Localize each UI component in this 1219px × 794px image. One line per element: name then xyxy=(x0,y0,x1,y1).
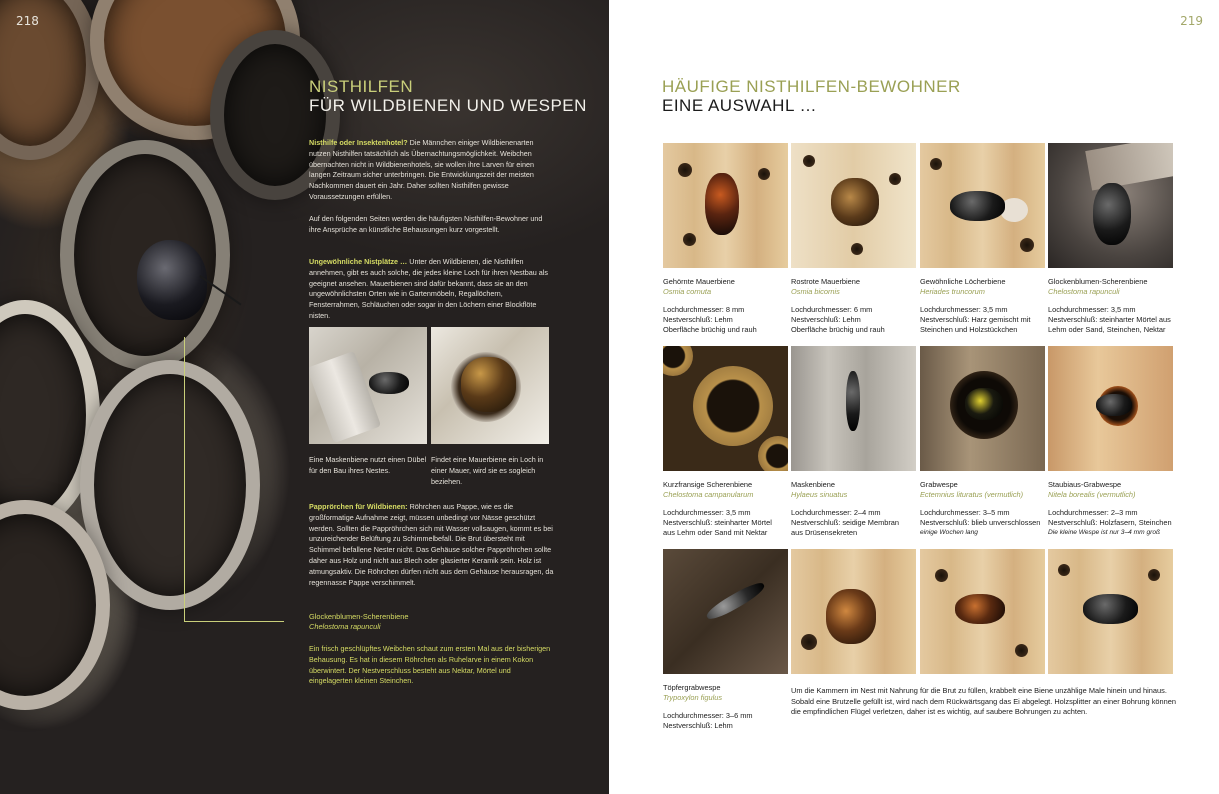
cover-species-sci: Chelostoma rapunculi xyxy=(309,622,381,631)
tube-5 xyxy=(80,360,260,610)
spec-detail: Oberfläche brüchig und rauh xyxy=(663,325,757,334)
photo-dowel-bee xyxy=(309,327,427,444)
spec-diameter: Lochdurchmesser: 3,5 mm xyxy=(663,508,751,517)
cover-species-name: Glockenblumen-Scherenbiene xyxy=(309,612,409,621)
spec-note: einige Wochen lang xyxy=(920,529,978,536)
species-specs xyxy=(1048,508,1173,538)
spec-closure: Nestverschluß: steinharter Mörtel xyxy=(663,518,772,527)
photo-wall-bee xyxy=(431,327,549,444)
spec-closure: Nestverschluß: seidige Membran xyxy=(791,518,900,527)
species-specs xyxy=(663,508,788,538)
nesting-body: Unter den Wildbienen, die Nisthilfen annehmen, gibt es auch solche, die jedes kleine Loch für ihren Nestbau als geeignet ansehen. Mauerbienen sind dafür bekannt, dass sie an den ungewöhnlichsten Orten wie in Gartenmöbeln, Regallöchern, Fensterrahmen, Schläuchen oder sogar in den Löchern einer Blockflöte nisten. xyxy=(309,257,548,320)
followup-paragraph: Auf den folgenden Seiten werden die häufigsten Nisthilfen-Bewohner und ihre Ansprüche an künstliche Behausungen kurz vorgestellt. xyxy=(309,214,543,234)
spec-diameter: Lochdurchmesser: 2–4 mm xyxy=(791,508,881,517)
species-name: Gehörnte Mauerbiene xyxy=(663,277,735,286)
spec-diameter: Lochdurchmesser: 2–3 mm xyxy=(1048,508,1138,517)
species-sci: Chelostoma rapunculi xyxy=(1048,286,1120,296)
species-card xyxy=(663,143,788,335)
species-name: Gewöhnliche Löcherbiene xyxy=(920,277,1006,286)
spec-closure: Nestverschluß: Lehm xyxy=(791,315,861,324)
species-sci: Osmia bicornis xyxy=(791,286,840,296)
species-card xyxy=(1048,143,1173,335)
species-photo xyxy=(663,549,788,674)
species-specs xyxy=(920,305,1045,335)
spec-closure: Nestverschluß: Harz gemischt mit xyxy=(920,315,1031,324)
nesting-paragraph xyxy=(309,257,554,322)
right-page xyxy=(609,0,1219,794)
tube-1 xyxy=(0,0,100,160)
species-specs xyxy=(791,305,916,335)
intro-body: Die Männchen einiger Wildbienenarten nutzen Nisthilfen tatsächlich als Übernachtungsmöglichkeit. Weibchen übernachten nicht in Wildbienenhotels, sie wollen ihre Larven für einen langen Zeitraum sicher unterbringen. Die Entwicklungszeit der meisten Nachkommen dauert ein Jahr. Daher sollten Nisthilfen gewisse Voraussetzungen erfüllen. xyxy=(309,138,534,201)
callout-vertical-line xyxy=(184,337,185,622)
species-photo xyxy=(1048,143,1173,268)
species-specs xyxy=(663,711,788,731)
species-card xyxy=(663,549,788,731)
extra-photo-bee-flight xyxy=(920,549,1045,674)
spec-closure: Nestverschluß: Lehm xyxy=(663,721,733,730)
spec-diameter: Lochdurchmesser: 8 mm xyxy=(663,305,745,314)
species-photo xyxy=(920,143,1045,268)
species-sci: Chelostoma campanularum xyxy=(663,489,754,499)
species-card xyxy=(791,143,916,335)
species-name: Rostrote Mauerbiene xyxy=(791,277,861,286)
left-title-line1: NISTHILFEN xyxy=(309,77,414,96)
species-specs xyxy=(663,305,788,335)
species-specs xyxy=(1048,305,1173,335)
species-specs xyxy=(920,508,1045,538)
photo-card xyxy=(1048,549,1173,674)
species-sci: Heriades truncorum xyxy=(920,286,985,296)
species-photo xyxy=(791,143,916,268)
spec-closure: Nestverschluß: steinharter Mörtel aus xyxy=(1048,315,1171,324)
spec-closure: Nestverschluß: blieb unverschlossen xyxy=(920,518,1041,527)
species-sci: Ectemnius lituratus (vermutlich) xyxy=(920,489,1024,499)
spec-closure: Nestverschluß: Lehm xyxy=(663,315,733,324)
species-sci: Hylaeus sinuatus xyxy=(791,489,848,499)
species-sci: Osmia cornuta xyxy=(663,286,712,296)
callout-horizontal-line xyxy=(184,621,284,622)
species-photo xyxy=(663,346,788,471)
right-title-line2: EINE AUSWAHL … xyxy=(662,96,817,115)
cardboard-lead: Papprörchen für Wildbienen: xyxy=(309,502,408,511)
photo-card xyxy=(920,549,1045,674)
cardboard-body: Röhrchen aus Pappe, wie es die großformatige Aufnahme zeigt, müssen unbedingt vor Nässe geschützt werden. Sollten die Pappröhrchen sich mit Wasser vollsaugen, kommt es bei unzureichender Belüftung zu Schimmelbefall. Die Brut übersteht mit Schimmel befallene Nester nicht. Das Gehäuse solcher Pappröhrchen sollte daher aus Holz und nicht aus Blech oder glasierter Keramik sein. Holz ist atmungsaktiv. Die Röhrchen dürfen nicht aus dem Gehäuse herausragen, da regennasse Pappe verschimmelt. xyxy=(309,502,554,587)
closing-text: Um die Kammern im Nest mit Nahrung für die Brut zu füllen, krabbelt eine Biene unzählige Male hinein und hinaus. Sobald eine Brutzelle gefüllt ist, wird nach dem Rückwärtsgang das Ei abgelegt. Holzsplitter an einer Bohrung können die empfindlichen Flügel verletzen, daher ist es wichtig, auf saubere Bohrungen zu achten. xyxy=(791,686,1176,717)
intro-paragraph xyxy=(309,138,554,203)
left-title-line2: FÜR WILDBIENEN UND WESPEN xyxy=(309,96,587,115)
spec-diameter: Lochdurchmesser: 3,5 mm xyxy=(920,305,1008,314)
page-number-left: 218 xyxy=(16,14,39,28)
species-sci: Nitela borealis (vermutlich) xyxy=(1048,489,1136,499)
spec-detail: aus Drüsensekreten xyxy=(791,528,858,537)
spec-detail: aus Lehm oder Sand mit Nektar xyxy=(663,528,768,537)
right-title-line1: HÄUFIGE NISTHILFEN-BEWOHNER xyxy=(662,77,961,96)
species-photo xyxy=(663,143,788,268)
species-card xyxy=(791,346,916,538)
extra-photo-bee-hole xyxy=(791,549,916,674)
species-photo xyxy=(791,346,916,471)
photo-card xyxy=(791,549,916,674)
nesting-lead: Ungewöhnliche Nistplätze … xyxy=(309,257,408,266)
page-number-right: 219 xyxy=(1180,14,1203,28)
bee-main-image xyxy=(137,240,207,320)
species-sci: Trypoxylon figulus xyxy=(663,692,723,702)
extra-photo-bee-entering xyxy=(1048,549,1173,674)
spec-diameter: Lochdurchmesser: 6 mm xyxy=(791,305,873,314)
species-name: Glockenblumen-Scherenbiene xyxy=(1048,277,1148,286)
spec-detail: Oberfläche brüchig und rauh xyxy=(791,325,885,334)
spec-note: Die kleine Wespe ist nur 3–4 mm groß xyxy=(1048,529,1161,536)
cover-caption: Ein frisch geschlüpftes Weibchen schaut zum ersten Mal aus der bisherigen Behausung. Es hat in diesem Röhrchen als Ruhelarve in einem Kokon überwintert. Der Nestverschluss besteht aus Nektar, Mörtel und eingelagerten kleinen Steinchen. xyxy=(309,644,551,686)
species-name: Töpfergrabwespe xyxy=(663,683,721,692)
caption-dowel-bee: Eine Maskenbiene nutzt einen Dübel für den Bau ihres Nestes. xyxy=(309,455,427,475)
cardboard-paragraph xyxy=(309,502,554,588)
species-card xyxy=(1048,346,1173,538)
left-page xyxy=(0,0,609,794)
intro-lead: Nisthilfe oder Insektenhotel? xyxy=(309,138,408,147)
spec-diameter: Lochdurchmesser: 3,5 mm xyxy=(1048,305,1136,314)
species-card xyxy=(663,346,788,538)
species-card xyxy=(920,346,1045,538)
spec-detail: Steinchen und Holzstückchen xyxy=(920,325,1018,334)
species-name: Grabwespe xyxy=(920,480,958,489)
species-name: Kurzfransige Scherenbiene xyxy=(663,480,753,489)
spec-diameter: Lochdurchmesser: 3–5 mm xyxy=(920,508,1010,517)
species-photo xyxy=(1048,346,1173,471)
species-name: Staubiaus-Grabwespe xyxy=(1048,480,1122,489)
spec-diameter: Lochdurchmesser: 3–6 mm xyxy=(663,711,753,720)
spec-detail: Lehm oder Sand, Steinchen, Nektar xyxy=(1048,325,1166,334)
species-name: Maskenbiene xyxy=(791,480,835,489)
species-photo xyxy=(920,346,1045,471)
species-card xyxy=(920,143,1045,335)
cover-species-heading xyxy=(309,612,408,632)
caption-wall-bee: Findet eine Mauerbiene ein Loch in einer Mauer, wird sie es sogleich beziehen. xyxy=(431,455,544,486)
species-specs xyxy=(791,508,916,538)
spec-closure: Nestverschluß: Holzfasern, Steinchen xyxy=(1048,518,1172,527)
